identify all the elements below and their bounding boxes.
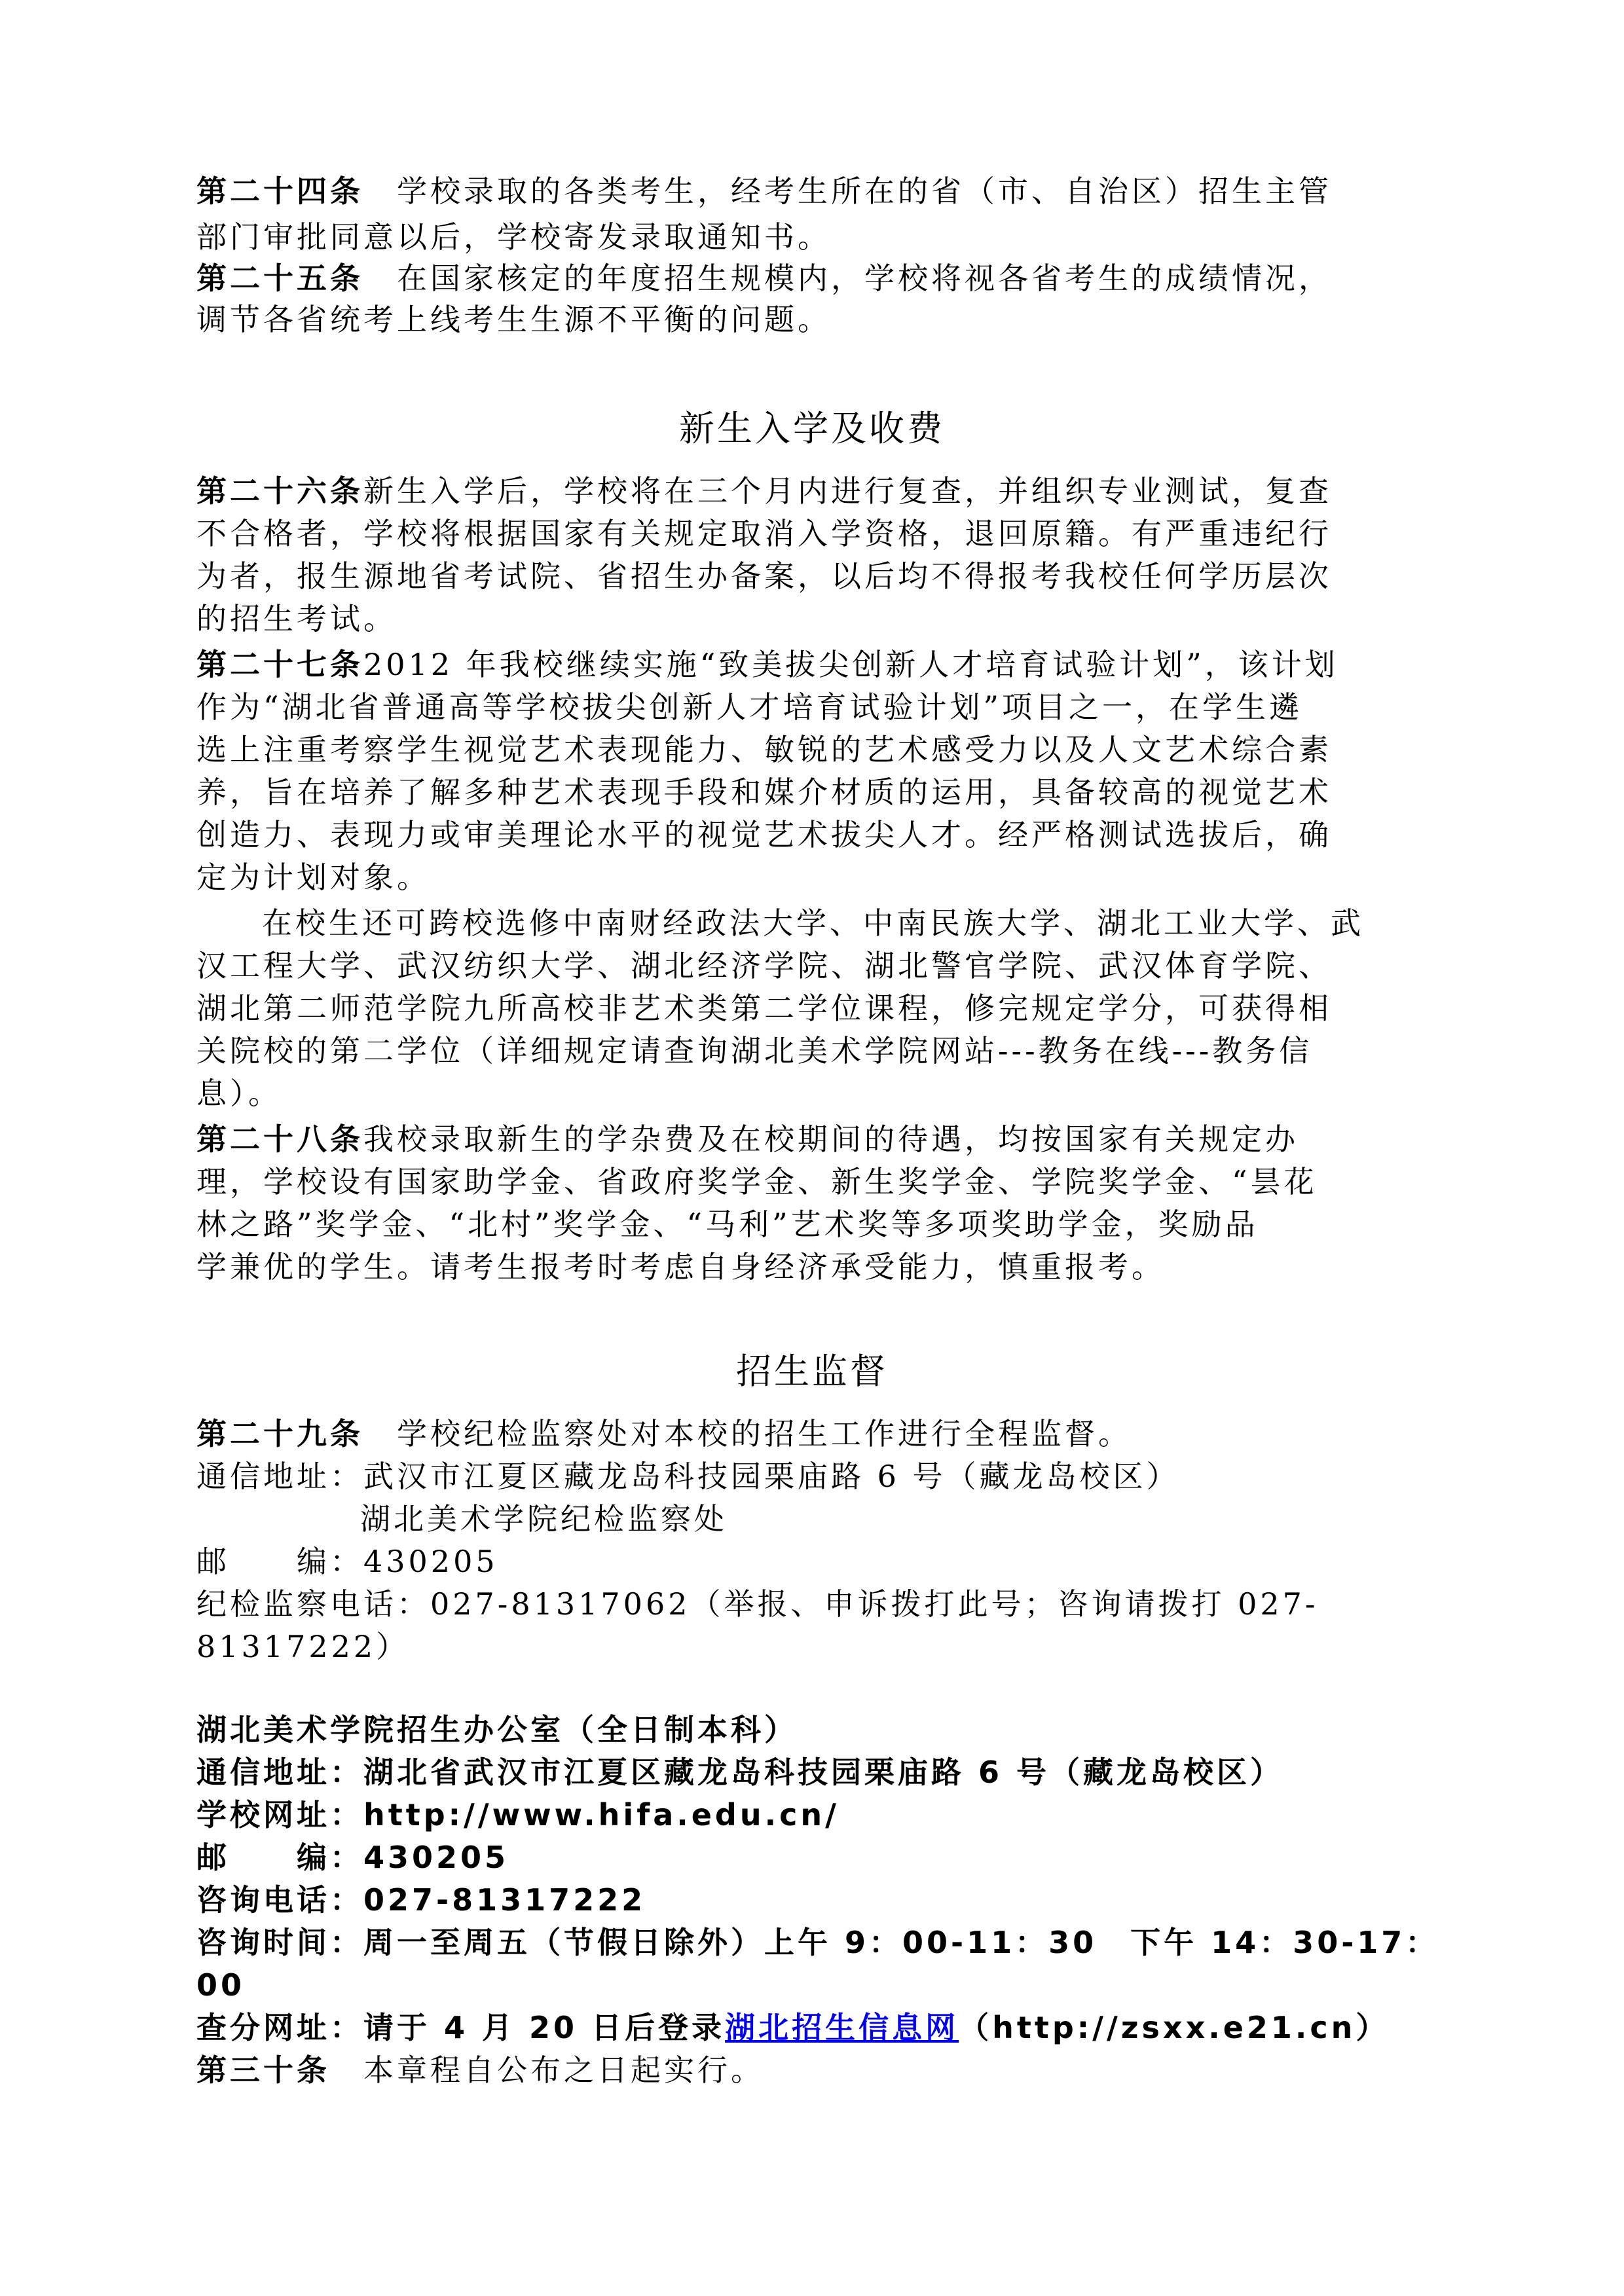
article-27-para-2-line-1: 在校生还可跨校选修中南财经政法大学、中南民族大学、湖北工业大学、武 [262, 905, 1364, 941]
article-28-line-2: 理，学校设有国家助学金、省政府奖学金、新生奖学金、学院奖学金、“昙花 [196, 1164, 1318, 1199]
office-name: 湖北美术学院招生办公室（全日制本科） [196, 1712, 798, 1747]
office-address: 通信地址：湖北省武汉市江夏区藏龙岛科技园栗庙路 6 号（藏龙岛校区） [196, 1755, 1284, 1790]
office-phone: 咨询电话：027-81317222 [196, 1882, 646, 1918]
section-heading-enrollment: 新生入学及收费 [679, 408, 945, 449]
hubei-admissions-link[interactable]: 湖北招生信息网 [725, 2010, 959, 2045]
article-27-para-2-line-5: 息）。 [196, 1076, 282, 1111]
article-27-line-5: 创造力、表现力或审美理论水平的视觉艺术拔尖人才。经严格测试选拔后，确 [196, 817, 1332, 852]
article-27-line-2: 作为“湖北省普通高等学校拔尖创新人才培育试验计划”项目之一，在学生遴 [196, 689, 1303, 725]
article-24-line-2: 部门审批同意以后，学校寄发录取通知书。 [196, 219, 831, 255]
supervision-phone-line-2: 81317222） [196, 1629, 410, 1664]
article-24-label: 第二十四条 [196, 173, 363, 209]
article-26-line-1: 第二十六条新生入学后，学校将在三个月内进行复查，并组织专业测试，复查 [196, 473, 1332, 509]
office-hours-line-2: 00 [196, 1967, 246, 2003]
article-27-line-6: 定为计划对象。 [196, 860, 430, 895]
article-27-para-2-line-2: 汉工程大学、武汉纺织大学、湖北经济学院、湖北警官学院、武汉体育学院、 [196, 948, 1332, 983]
supervision-address-line-1: 通信地址：武汉市江夏区藏龙岛科技园栗庙路 6 号（藏龙岛校区） [196, 1459, 1180, 1494]
article-28-line-1: 第二十八条我校录取新生的学杂费及在校期间的待遇，均按国家有关规定办 [196, 1121, 1299, 1157]
article-27-line-4: 养，旨在培养了解多种艺术表现手段和媒介材质的运用，具备较高的视觉艺术 [196, 774, 1332, 810]
supervision-postcode: 邮 编：430205 [196, 1544, 498, 1579]
article-26-line-2: 不合格者，学校将根据国家有关规定取消入学资格，退回原籍。有严重违纪行 [196, 516, 1332, 551]
office-website: 学校网址：http://www.hifa.edu.cn/ [196, 1797, 840, 1832]
office-postcode: 邮 编：430205 [196, 1840, 509, 1875]
article-25-line-1: 第二十五条 在国家核定的年度招生规模内，学校将视各省考生的成绩情况， [196, 261, 1332, 296]
supervision-phone-line-1: 纪检监察电话：027-81317062（举报、申诉拨打此号；咨询请拨打 027- [196, 1586, 1319, 1622]
score-query-line: 查分网址：请于 4 月 20 日后登录湖北招生信息网（http://zsxx.e21.cn） [196, 2010, 1390, 2045]
article-30-label: 第三十条 [196, 2052, 330, 2088]
article-24-line-1: 第二十四条 学校录取的各类考生，经考生所在的省（市、自治区）招生主管 [196, 173, 1332, 209]
article-26-line-4: 的招生考试。 [196, 601, 397, 636]
article-27-para-2-line-3: 湖北第二师范学院九所高校非艺术类第二学位课程，修完规定学分，可获得相 [196, 991, 1332, 1026]
article-30-line: 第三十条 本章程自公布之日起实行。 [196, 2052, 764, 2088]
article-27-line-1: 第二十七条2012 年我校继续实施“致美拔尖创新人才培育试验计划”，该计划 [196, 647, 1338, 682]
supervision-address-line-2: 湖北美术学院纪检监察处 [360, 1501, 728, 1537]
article-29-line-1: 第二十九条 学校纪检监察处对本校的招生工作进行全程监督。 [196, 1416, 1132, 1451]
section-heading-supervision: 招生监督 [736, 1351, 888, 1392]
office-hours-line-1: 咨询时间：周一至周五（节假日除外）上午 9：00-11：30 下午 14：30-17： [196, 1925, 1439, 1960]
article-26-label: 第二十六条 [196, 473, 363, 509]
article-26-line-3: 为者，报生源地省考试院、省招生办备案，以后均不得报考我校任何学历层次 [196, 558, 1332, 594]
article-29-label: 第二十九条 [196, 1416, 363, 1451]
article-25-line-2: 调节各省统考上线考生生源不平衡的问题。 [196, 302, 831, 337]
article-28-line-3: 林之路”奖学金、“北村”奖学金、“马利”艺术奖等多项奖助学金，奖励品 [196, 1207, 1259, 1242]
article-27-label: 第二十七条 [196, 647, 363, 682]
article-27-line-3: 选上注重考察学生视觉艺术表现能力、敏锐的艺术感受力以及人文艺术综合素 [196, 732, 1332, 767]
article-25-label: 第二十五条 [196, 261, 363, 296]
article-28-label: 第二十八条 [196, 1121, 363, 1157]
article-28-line-4: 学兼优的学生。请考生报考时考虑自身经济承受能力，慎重报考。 [196, 1249, 1165, 1285]
article-27-para-2-line-4: 关院校的第二学位（详细规定请查询湖北美术学院网站---教务在线---教务信 [196, 1033, 1313, 1068]
